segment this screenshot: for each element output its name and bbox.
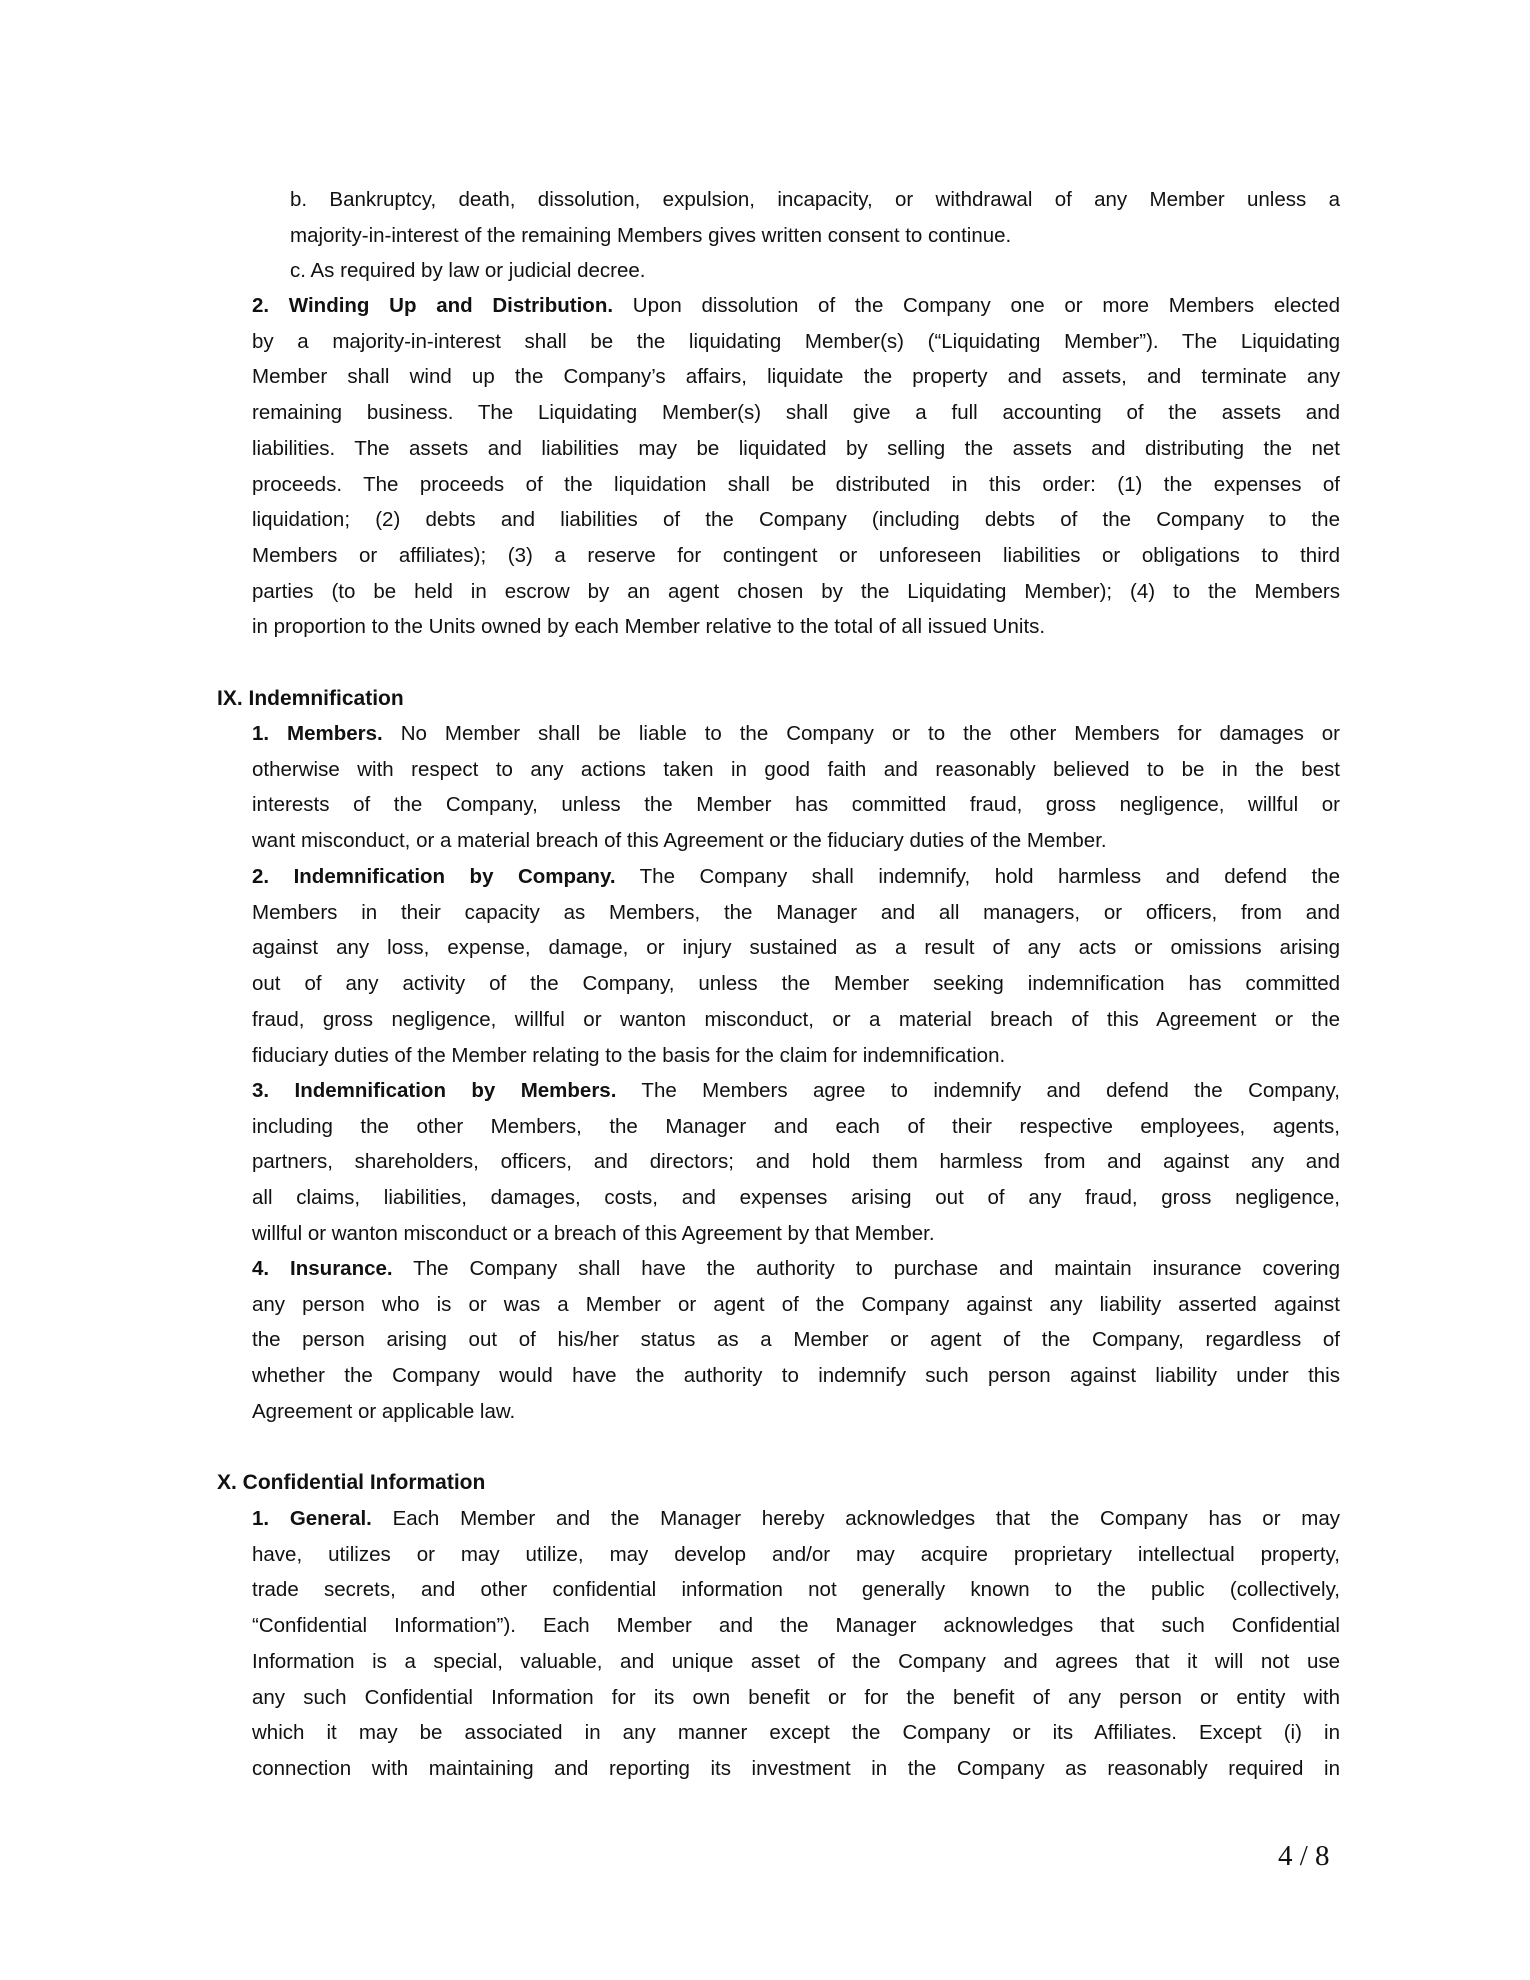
line-text: which it may be associated in any manner except the Company or its Affiliates. Except (i) in: [252, 1721, 1340, 1745]
paragraph-line: [252, 395, 1340, 431]
paragraph-line: [252, 1680, 1340, 1716]
page-number: 4 / 8: [1278, 1840, 1330, 1872]
line-text: against any loss, expense, damage, or injury sustained as a result of any acts or omissions arising: [252, 936, 1340, 960]
line-text: want misconduct, or a material breach of this Agreement or the fiduciary duties of the Member.: [252, 829, 1107, 853]
line-text: interests of the Company, unless the Member has committed fraud, gross negligence, willful or: [252, 793, 1340, 817]
clause-title: 1. General.: [252, 1507, 372, 1530]
paragraph-line: [252, 787, 1340, 823]
paragraph-line: [252, 1038, 1340, 1074]
line-text: including the other Members, the Manager and each of their respective employees, agents,: [252, 1114, 1340, 1138]
line-text: any such Confidential Information for its own benefit or for the benefit of any person or entity with: [252, 1685, 1340, 1709]
paragraph-line: [252, 1715, 1340, 1751]
line-text: out of any activity of the Company, unless the Member seeking indemnification has committed: [252, 972, 1340, 996]
line-text: “Confidential Information”). Each Member and the Manager acknowledges that such Confidential: [252, 1614, 1340, 1638]
paragraph-line: [290, 182, 1340, 218]
line-text: c. As required by law or judicial decree.: [290, 259, 646, 282]
paragraph-line: [252, 1537, 1340, 1573]
paragraph-line: [252, 752, 1340, 788]
clause-title: 2. Winding Up and Distribution.: [252, 294, 614, 317]
clause-title: 2. Indemnification by Company.: [252, 865, 616, 888]
line-text: Agreement or applicable law.: [252, 1399, 516, 1423]
paragraph-line: [252, 1751, 1340, 1787]
line-text: otherwise with respect to any actions taken in good faith and reasonably believed to be in the best: [252, 757, 1340, 781]
paragraph-line: [252, 966, 1340, 1002]
paragraph-line: [290, 218, 1340, 254]
line-text: all claims, liabilities, damages, costs, and expenses arising out of any fraud, gross negligence,: [252, 1186, 1340, 1210]
line-text: connection with maintaining and reporting its investment in the Company as reasonably required in: [252, 1756, 1340, 1780]
line-text: fiduciary duties of the Member relating to the basis for the claim for indemnification.: [252, 1043, 1006, 1067]
paragraph-line: [252, 716, 1340, 752]
clause-title: 4. Insurance.: [252, 1257, 393, 1280]
clause-title: 3. Indemnification by Members.: [252, 1079, 617, 1102]
line-text: have, utilizes or may utilize, may develop and/or may acquire proprietary intellectual property,: [252, 1542, 1340, 1566]
paragraph-line: [252, 1358, 1340, 1394]
line-text: the person arising out of his/her status as a Member or agent of the Company, regardless of: [252, 1328, 1340, 1352]
section-heading: IX. Indemnification: [217, 687, 404, 710]
line-text: proceeds. The proceeds of the liquidation shall be distributed in this order: (1) the expenses of: [252, 472, 1340, 496]
paragraph-line: [252, 1251, 1340, 1287]
paragraph-line: [252, 1109, 1340, 1145]
paragraph-line: [252, 859, 1340, 895]
paragraph-line: [252, 574, 1340, 610]
line-text: b. Bankruptcy, death, dissolution, expulsion, incapacity, or withdrawal of any Member unless a: [290, 188, 1340, 211]
paragraph-line: [252, 1002, 1340, 1038]
line-text: in proportion to the Units owned by each Member relative to the total of all issued Units.: [252, 615, 1046, 639]
paragraph-line: [252, 1144, 1340, 1180]
line-text: partners, shareholders, officers, and directors; and hold them harmless from and against any and: [252, 1150, 1340, 1174]
line-text: Member shall wind up the Company’s affairs, liquidate the property and assets, and terminate any: [252, 365, 1340, 389]
line-text: remaining business. The Liquidating Member(s) shall give a full accounting of the assets and: [252, 401, 1340, 425]
paragraph-line: [252, 1287, 1340, 1323]
paragraph-line: [252, 1073, 1340, 1109]
paragraph-line: [252, 1216, 1340, 1252]
line-text: Information is a special, valuable, and unique asset of the Company and agrees that it will not use: [252, 1649, 1340, 1673]
line-text: willful or wanton misconduct or a breach of this Agreement by that Member.: [252, 1221, 935, 1245]
line-text: fraud, gross negligence, willful or wanton misconduct, or a material breach of this Agreement or the: [252, 1007, 1340, 1031]
paragraph-line: [252, 1644, 1340, 1680]
paragraph-line: [290, 253, 1340, 289]
line-text: majority-in-interest of the remaining Members gives written consent to continue.: [290, 223, 1012, 247]
line-text: No Member shall be liable to the Company or to the other Members for damages or: [382, 722, 1340, 745]
paragraph-line: [252, 1572, 1340, 1608]
paragraph-line: [252, 823, 1340, 859]
line-text: any person who is or was a Member or agent of the Company against any liability asserted against: [252, 1292, 1340, 1316]
section-heading: X. Confidential Information: [217, 1471, 486, 1494]
line-text: Each Member and the Manager hereby acknowledges that the Company has or may: [371, 1507, 1340, 1530]
paragraph-line: [252, 1608, 1340, 1644]
paragraph-line: [252, 930, 1340, 966]
clause-title: 1. Members.: [252, 722, 383, 745]
line-text: liquidation; (2) debts and liabilities of the Company (including debts of the Company to the: [252, 508, 1340, 532]
paragraph-line: [252, 324, 1340, 360]
line-text: The Company shall have the authority to purchase and maintain insurance covering: [392, 1257, 1340, 1280]
paragraph-line: [252, 288, 1340, 324]
line-text: liabilities. The assets and liabilities may be liquidated by selling the assets and distributing the net: [252, 436, 1340, 460]
line-text: Members in their capacity as Members, the Manager and all managers, or officers, from and: [252, 900, 1340, 924]
line-text: Upon dissolution of the Company one or more Members elected: [613, 294, 1340, 317]
paragraph-line: [252, 1394, 1340, 1430]
line-text: The Company shall indemnify, hold harmless and defend the: [615, 865, 1340, 888]
paragraph-line: [252, 1501, 1340, 1537]
line-text: Members or affiliates); (3) a reserve for contingent or unforeseen liabilities or obligations to third: [252, 543, 1340, 567]
paragraph-line: [252, 1322, 1340, 1358]
paragraph-line: [252, 502, 1340, 538]
paragraph-line: [252, 467, 1340, 503]
paragraph-line: [252, 1180, 1340, 1216]
line-text: by a majority-in-interest shall be the liquidating Member(s) (“Liquidating Member”). The Liquidating: [252, 329, 1340, 353]
line-text: trade secrets, and other confidential information not generally known to the public (collectively,: [252, 1578, 1340, 1602]
paragraph-line: [252, 538, 1340, 574]
line-text: whether the Company would have the authority to indemnify such person against liability under this: [252, 1364, 1340, 1388]
paragraph-line: [252, 359, 1340, 395]
paragraph-line: [252, 895, 1340, 931]
paragraph-line: [252, 431, 1340, 467]
paragraph-line: [252, 609, 1340, 645]
line-text: parties (to be held in escrow by an agent chosen by the Liquidating Member); (4) to the Members: [252, 579, 1340, 603]
line-text: The Members agree to indemnify and defend the Company,: [616, 1079, 1340, 1102]
